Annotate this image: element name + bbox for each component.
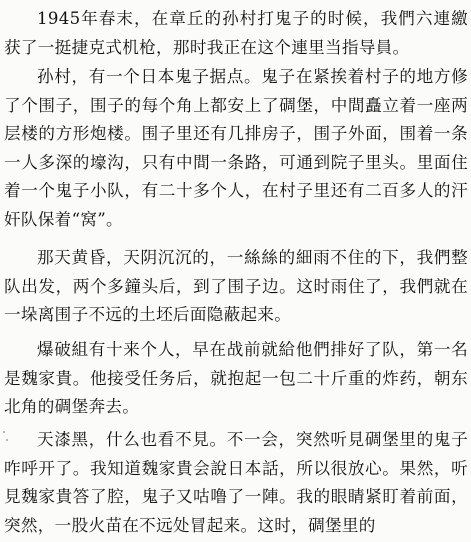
- paragraph-5: 天漆黑，什么也看不見。不一会，突然听見碉堡里的鬼子咋呼开了。我知道魏家貴会說日本話，所以很放心。果然，听見魏家貴答了腔，鬼子又咕噜了一陣。我的眼睛紧盯着前面，突然，一股火苗在不远处冒起来。这时，碉堡里的: [4, 430, 468, 535]
- paragraph-4: 爆破組有十来个人，早在战前就給他們排好了队，第一名是魏家貴。他接受任务后，就抱起一包二十斤重的炸药，朝东北角的碉堡奔去。: [4, 340, 468, 417]
- paragraph-3: 那天黄昏，天阴沉沉的，一絲絲的細雨不住的下，我們整队出发，两个多鐘头后，到了围子边。这时雨住了，我們就在一垛离围子不远的土坯后面隐蔽起来。: [4, 248, 468, 325]
- scan-speck: [3, 431, 5, 433]
- paragraph-1: 1945年春末，在章丘的孙村打鬼子的时候，我們六連繳获了一挺捷克式机枪，那时我正在这个連里当指导員。: [4, 9, 468, 57]
- scan-speck: [6, 439, 8, 441]
- paragraph-2: 孙村，有一个日本鬼子据点。鬼子在紧挨着村子的地方修了个围子，围子的每个角上都安上了碉堡，中間矗立着一座两层楼的方形炮楼。围子里还有几排房子，围子外面，围着一条一人多深的壕沟，只有中間一条路，可通到院子里头。里面住着一个鬼子小队，有二十多个人，在村子里还有二百多人的汗奸队保着“窝”。: [4, 67, 468, 229]
